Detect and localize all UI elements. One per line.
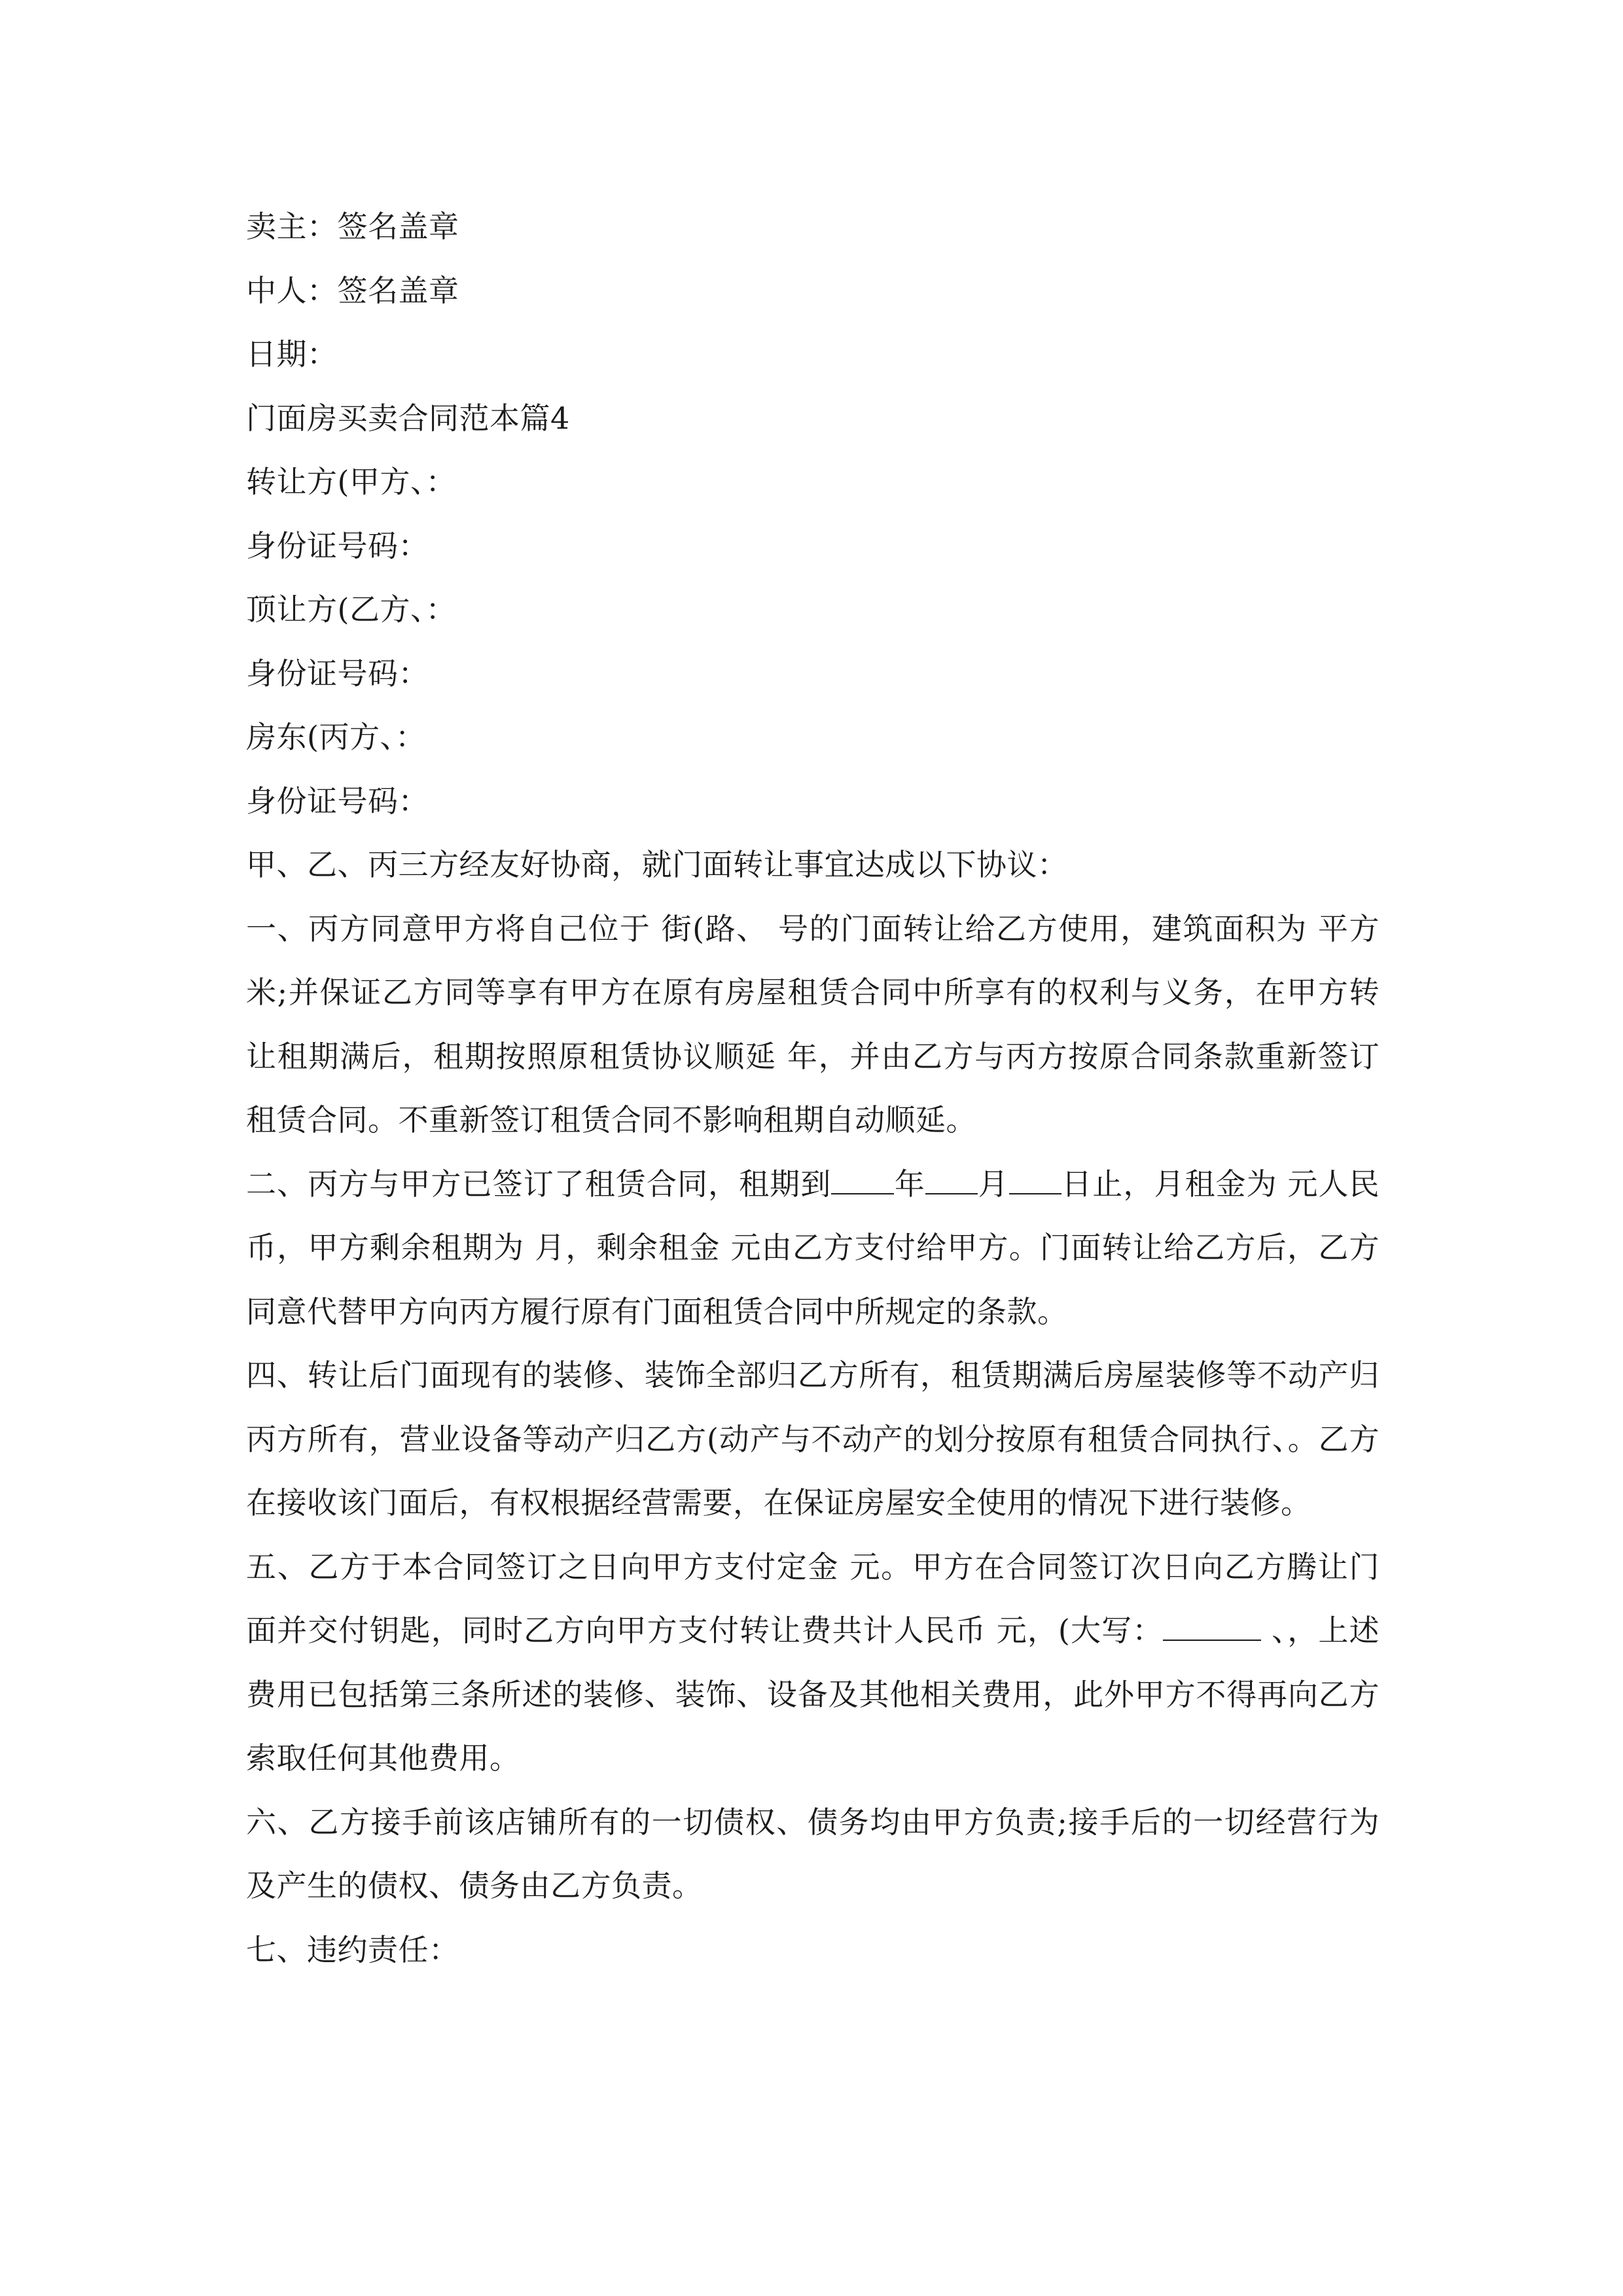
clause-2 (246, 1153, 1380, 1344)
clause-2-text-a: 二、丙方与甲方已签订了租赁合同，租期到 (246, 1166, 832, 1202)
clause-1: 一、丙方同意甲方将自己位于 街(路、 号的门面转让给乙方使用，建筑面积为 平方米;并保证乙方同等享有甲方在原有房屋租赁合同中所享有的权利与义务，在甲方转让租期满后，租期按照原租赁协议顺延 年，并由乙方与丙方按原合同条款重新签订租赁合同。不重新签订租赁合同不影响租期自动顺延。 (246, 910, 1380, 1138)
clause-2-year: 年 (894, 1166, 925, 1202)
transferor-line: 转让方(甲方、： (246, 464, 456, 499)
day-blank (1009, 1167, 1061, 1194)
clause-5-text-b: 、，上述费用已包括第三条所述的装修、装饰、设备及其他相关费用，此外甲方不得再向乙方索取任何其他费用。 (246, 1613, 1380, 1776)
year-blank (831, 1167, 894, 1194)
clause-7: 七、违约责任： (246, 1931, 459, 1967)
clause-5-text-a: 五、乙方于本合同签订之日向甲方支付定金 元。甲方在合同签订次日向乙方腾让门面并交付钥匙，同时乙方向甲方支付转让费共计人民币 元，(大写： (246, 1549, 1380, 1648)
transferee-id-line: 身份证号码： (246, 655, 429, 691)
landlord-id-line: 身份证号码： (246, 783, 429, 819)
clause-5 (246, 1535, 1380, 1791)
amount-in-words-blank (1163, 1613, 1261, 1641)
clause-4: 四、转让后门面现有的装修、装饰全部归乙方所有，租赁期满后房屋装修等不动产归丙方所有，营业设备等动产归乙方(动产与不动产的划分按原有租赁合同执行、。乙方在接收该门面后，有权根据经营需要，在保证房屋安全使用的情况下进行装修。 (246, 1357, 1380, 1520)
landlord-line: 房东(丙方、： (246, 719, 426, 755)
agreement-intro: 甲、乙、丙三方经友好协商，就门面转让事宜达成以下协议： (246, 847, 1068, 882)
document-page (246, 195, 1380, 1982)
month-blank (925, 1167, 978, 1194)
clause-2-month: 月 (977, 1166, 1009, 1202)
clause-2-text-b: 日止，月租金为 元人民币，甲方剩余租期为 月，剩余租金 元由乙方支付给甲方。门面转让给乙方后，乙方同意代替甲方向丙方履行原有门面租赁合同中所规定的条款。 (246, 1166, 1380, 1329)
transferee-line: 顶让方(乙方、： (246, 592, 456, 627)
section-title: 门面房买卖合同范本篇4 (246, 400, 570, 436)
seller-signature-line: 卖主：签名盖章 (246, 209, 459, 244)
transferor-id-line: 身份证号码： (246, 528, 429, 564)
middleman-signature-line: 中人：签名盖章 (246, 272, 459, 308)
clause-6: 六、乙方接手前该店铺所有的一切债权、债务均由甲方负责;接手后的一切经营行为及产生的债权、债务由乙方负责。 (246, 1804, 1380, 1903)
date-line: 日期： (246, 336, 338, 372)
